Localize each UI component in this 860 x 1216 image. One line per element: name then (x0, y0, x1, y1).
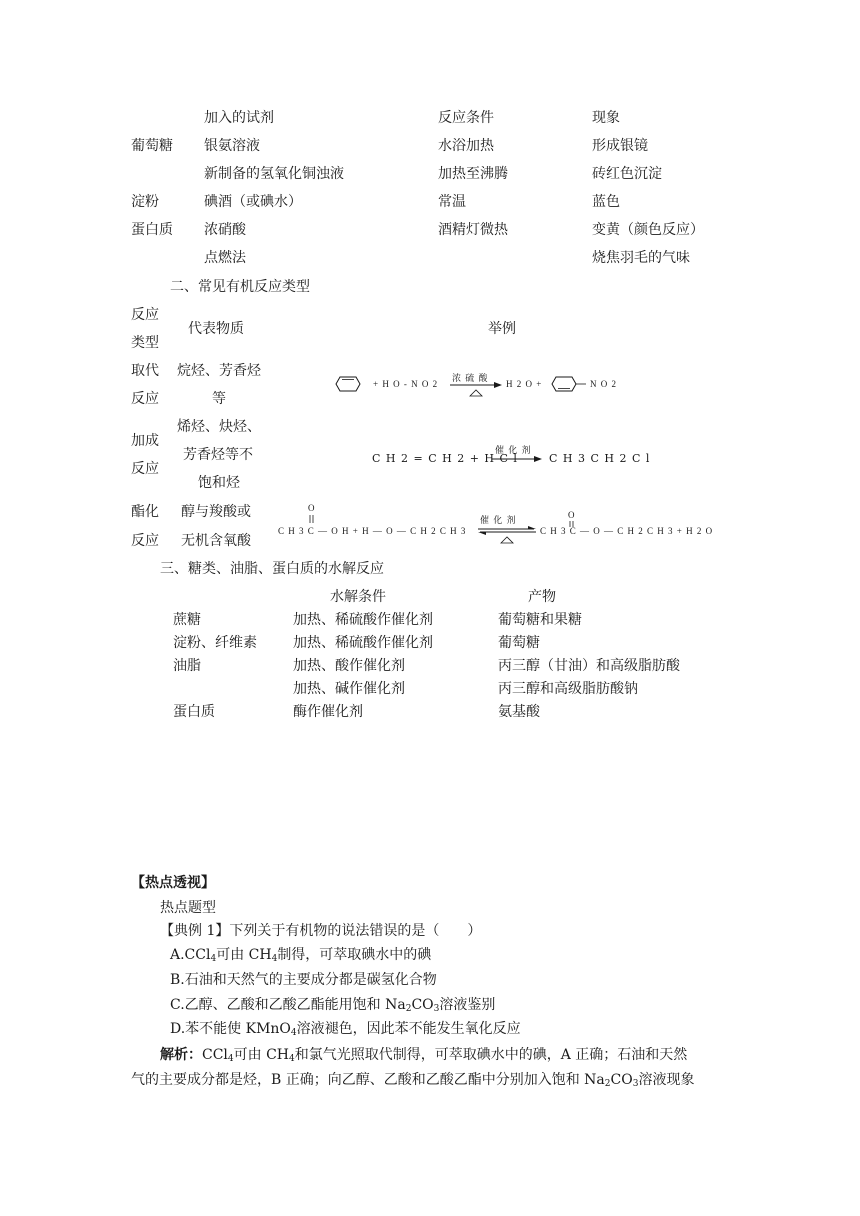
addition-type-2: 反应 (131, 461, 159, 477)
s3-row1-product: 葡萄糖和果糖 (498, 612, 582, 628)
esterification-type-1: 酯化 (131, 504, 159, 520)
s3-row1-name: 蔗糖 (173, 612, 201, 628)
s1-row3-phenomenon: 蓝色 (592, 194, 620, 210)
addition-substance-2: 芳香烃等不 (183, 447, 253, 463)
analysis-line-1: 解析：CCl$_4$可由 $CH_4$和氯气光照取代制得，可萃取碘水中的碘，A 正确；石油和天然 (160, 1047, 688, 1064)
reaction-arrow-icon (492, 456, 544, 464)
option-c: C.乙醇、乙酸和乙酸乙酯能用饱和 $Na_2CO_3$溶液鉴别 (170, 997, 496, 1014)
s1-header-phenomenon: 现象 (592, 110, 620, 126)
addition-eq-right: C H 3 C H 2 C l (549, 452, 651, 465)
esterification-substance-1: 醇与羧酸或 (181, 504, 251, 520)
carbonyl-oxygen: O (568, 510, 576, 520)
reversible-arrow-icon (478, 525, 538, 545)
esterification-substance-2: 无机含氧酸 (181, 533, 251, 549)
s1-row3-reagent: 碘酒（或碘水） (204, 194, 302, 210)
s1-row4-reagent: 浓硝酸 (204, 222, 246, 238)
s1-row1-phenomenon: 形成银镜 (592, 138, 648, 154)
esterification-eq-right: C H 3 C — O — C H 2 C H 3 + H 2 O (540, 526, 714, 536)
s2-header-type-1: 反应 (131, 307, 159, 323)
hotspot-subheading: 热点题型 (160, 900, 216, 916)
substitution-reactant: + H O - N O 2 (373, 379, 439, 389)
s3-row1-condition: 加热、稀硫酸作催化剂 (293, 612, 433, 628)
double-bond-icon (309, 515, 315, 523)
substitution-product: H 2 O + (506, 379, 543, 389)
hotspot-heading: 【热点透视】 (131, 875, 215, 891)
s1-header-reagent: 加入的试剂 (204, 110, 274, 126)
addition-substance-3: 饱和烃 (198, 475, 240, 491)
s1-row1-name: 葡萄糖 (131, 138, 173, 154)
s1-row3-condition: 常温 (438, 194, 466, 210)
substitution-group: N O 2 (590, 379, 617, 389)
s3-row5-name: 蛋白质 (173, 704, 215, 720)
addition-catalyst: 催 化 剂 (495, 445, 532, 455)
s3-row3-name: 油脂 (173, 658, 201, 674)
carbonyl-oxygen: O (308, 503, 316, 513)
addition-eq-left: C H 2 = C H 2 + H C l (372, 452, 518, 465)
s3-row2-product: 葡萄糖 (498, 635, 540, 651)
substitution-substance-2: 等 (212, 391, 226, 407)
s3-title: 三、糖类、油脂、蛋白质的水解反应 (160, 561, 384, 577)
substitution-type-1: 取代 (131, 363, 159, 379)
option-a: A.CCl$_4$可由 $CH_4$制得，可萃取碘水中的碘 (170, 947, 432, 964)
s2-header-example: 举例 (488, 321, 516, 337)
s3-row4-product: 丙三醇和高级脂肪酸钠 (498, 681, 638, 697)
s1-row1-reagent: 银氨溶液 (204, 138, 260, 154)
s3-row3-condition: 加热、酸作催化剂 (293, 658, 405, 674)
esterification-eq-left: C H 3 C — O H + H — O — C H 2 C H 3 (278, 526, 467, 536)
addition-type-1: 加成 (131, 433, 159, 449)
s3-row5-product: 氨基酸 (498, 704, 540, 720)
s1-row5-phenomenon: 烧焦羽毛的气味 (592, 250, 690, 266)
s1-row4-phenomenon: 变黄（颜色反应） (592, 222, 704, 238)
s2-title: 二、常见有机反应类型 (170, 279, 310, 295)
esterification-type-2: 反应 (131, 533, 159, 549)
s3-header-product: 产物 (528, 589, 556, 605)
reaction-arrow-icon (450, 382, 502, 398)
option-b: B.石油和天然气的主要成分都是碳氢化合物 (170, 972, 437, 988)
substitution-catalyst: 浓 硫 酸 (452, 373, 489, 383)
s1-row1-condition: 水浴加热 (438, 138, 494, 154)
s3-row2-name: 淀粉、纤维素 (173, 635, 257, 651)
s3-row4-condition: 加热、碱作催化剂 (293, 681, 405, 697)
s1-row3-name: 淀粉 (131, 194, 159, 210)
s3-row3-product: 丙三醇（甘油）和高级脂肪酸 (498, 658, 680, 674)
substitution-substance-1: 烷烃、芳香烃 (177, 363, 261, 379)
s1-row5-reagent: 点燃法 (204, 250, 246, 266)
s2-header-type-2: 类型 (131, 335, 159, 351)
s1-row4-name: 蛋白质 (131, 222, 173, 238)
benzene-icon (336, 376, 360, 392)
s1-row4-condition: 酒精灯微热 (438, 222, 508, 238)
s1-row2-phenomenon: 砖红色沉淀 (592, 166, 662, 182)
s1-row2-reagent: 新制备的氢氧化铜浊液 (204, 166, 344, 182)
analysis-line-2: 气的主要成分都是烃，B 正确；向乙醇、乙酸和乙酸乙酯中分别加入饱和 $Na_2CO_3$溶液现象 (131, 1072, 695, 1089)
esterification-catalyst: 催 化 剂 (480, 515, 517, 525)
s3-header-condition: 水解条件 (330, 589, 386, 605)
s3-row5-condition: 酶作催化剂 (293, 704, 363, 720)
s2-header-substance: 代表物质 (188, 321, 244, 337)
example-question: 【典例 1】下列关于有机物的说法错误的是（ ） (160, 923, 482, 939)
benzene-icon (552, 376, 592, 392)
substitution-type-2: 反应 (131, 391, 159, 407)
s1-header-condition: 反应条件 (438, 110, 494, 126)
addition-substance-1: 烯烃、炔烃、 (177, 419, 261, 435)
s1-row2-condition: 加热至沸腾 (438, 166, 508, 182)
option-d: D.苯不能使 KMnO$_4$溶液褪色，因此苯不能发生氧化反应 (170, 1021, 521, 1038)
s3-row2-condition: 加热、稀硫酸作催化剂 (293, 635, 433, 651)
